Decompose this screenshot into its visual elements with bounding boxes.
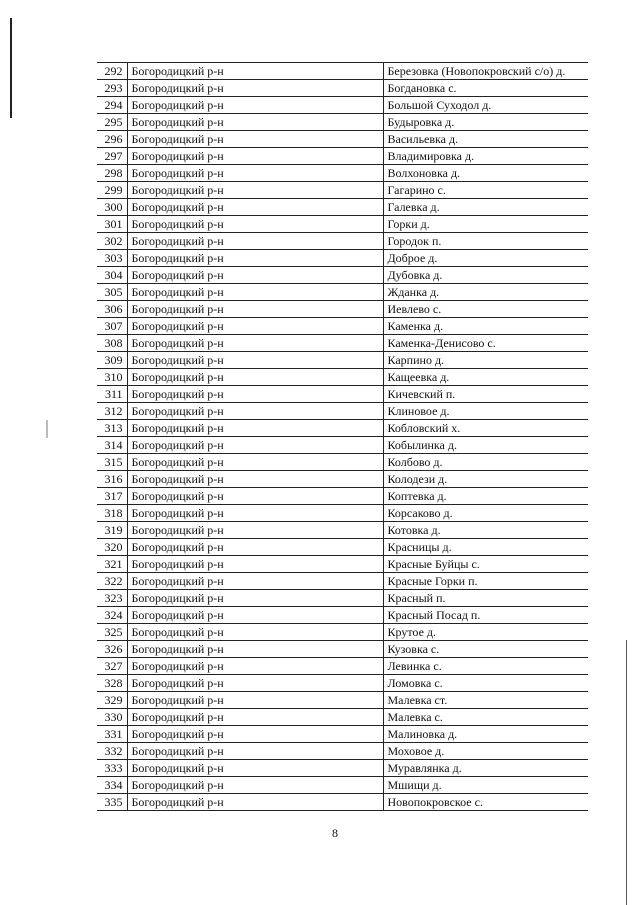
- table-row: [97, 726, 588, 743]
- row-number: 326: [97, 641, 127, 658]
- settlement-cell: Кобловский х.: [383, 420, 588, 437]
- table-row: [97, 352, 588, 369]
- settlement-cell: Красницы д.: [383, 539, 588, 556]
- row-number: 327: [97, 658, 127, 675]
- settlement-cell: Котовка д.: [383, 522, 588, 539]
- row-number: 322: [97, 573, 127, 590]
- table-row: [97, 420, 588, 437]
- district-cell: Богородицкий р-н: [127, 80, 383, 97]
- district-cell: Богородицкий р-н: [127, 216, 383, 233]
- district-cell: Богородицкий р-н: [127, 624, 383, 641]
- district-cell: Богородицкий р-н: [127, 386, 383, 403]
- row-number: 295: [97, 114, 127, 131]
- settlement-cell: Коптевка д.: [383, 488, 588, 505]
- row-number: 316: [97, 471, 127, 488]
- row-number: 299: [97, 182, 127, 199]
- table-row: [97, 760, 588, 777]
- settlement-cell: Мшищи д.: [383, 777, 588, 794]
- row-number: 310: [97, 369, 127, 386]
- table-row: [97, 539, 588, 556]
- row-number: 303: [97, 250, 127, 267]
- table-row: [97, 692, 588, 709]
- table-row: [97, 488, 588, 505]
- row-number: 300: [97, 199, 127, 216]
- table-row: [97, 284, 588, 301]
- district-cell: Богородицкий р-н: [127, 250, 383, 267]
- table-row: [97, 573, 588, 590]
- table-row: [97, 454, 588, 471]
- row-number: 309: [97, 352, 127, 369]
- row-number: 328: [97, 675, 127, 692]
- row-number: 306: [97, 301, 127, 318]
- table-row: [97, 165, 588, 182]
- district-cell: Богородицкий р-н: [127, 97, 383, 114]
- row-number: 315: [97, 454, 127, 471]
- settlement-cell: Красный п.: [383, 590, 588, 607]
- row-number: 333: [97, 760, 127, 777]
- row-number: 335: [97, 794, 127, 811]
- district-cell: Богородицкий р-н: [127, 709, 383, 726]
- district-cell: Богородицкий р-н: [127, 760, 383, 777]
- table-row: [97, 335, 588, 352]
- row-number: 302: [97, 233, 127, 250]
- row-number: 324: [97, 607, 127, 624]
- table-row: [97, 743, 588, 760]
- table-row: [97, 267, 588, 284]
- row-number: 305: [97, 284, 127, 301]
- settlement-cell: Большой Суходол д.: [383, 97, 588, 114]
- district-cell: Богородицкий р-н: [127, 556, 383, 573]
- settlement-cell: Моховое д.: [383, 743, 588, 760]
- district-cell: Богородицкий р-н: [127, 777, 383, 794]
- district-cell: Богородицкий р-н: [127, 403, 383, 420]
- row-number: 329: [97, 692, 127, 709]
- table-row: [97, 114, 588, 131]
- table-row: [97, 607, 588, 624]
- table-row: [97, 369, 588, 386]
- settlement-cell: Колодези д.: [383, 471, 588, 488]
- row-number: 317: [97, 488, 127, 505]
- table-row: [97, 148, 588, 165]
- district-cell: Богородицкий р-н: [127, 267, 383, 284]
- page-number: 8: [332, 826, 338, 840]
- district-cell: Богородицкий р-н: [127, 692, 383, 709]
- district-cell: Богородицкий р-н: [127, 63, 383, 80]
- table-row: [97, 709, 588, 726]
- district-cell: Богородицкий р-н: [127, 675, 383, 692]
- district-cell: Богородицкий р-н: [127, 539, 383, 556]
- district-cell: Богородицкий р-н: [127, 114, 383, 131]
- district-cell: Богородицкий р-н: [127, 420, 383, 437]
- district-cell: Богородицкий р-н: [127, 182, 383, 199]
- district-cell: Богородицкий р-н: [127, 743, 383, 760]
- row-number: 296: [97, 131, 127, 148]
- district-cell: Богородицкий р-н: [127, 233, 383, 250]
- district-cell: Богородицкий р-н: [127, 471, 383, 488]
- settlement-cell: Ломовка с.: [383, 675, 588, 692]
- district-cell: Богородицкий р-н: [127, 794, 383, 811]
- settlement-cell: Кобылинка д.: [383, 437, 588, 454]
- table-row: [97, 182, 588, 199]
- district-cell: Богородицкий р-н: [127, 199, 383, 216]
- row-number: 297: [97, 148, 127, 165]
- district-cell: Богородицкий р-н: [127, 301, 383, 318]
- table-row: [97, 522, 588, 539]
- row-number: 293: [97, 80, 127, 97]
- table-row: [97, 658, 588, 675]
- settlement-cell: Красные Буйцы с.: [383, 556, 588, 573]
- table-row: [97, 386, 588, 403]
- row-number: 308: [97, 335, 127, 352]
- district-cell: Богородицкий р-н: [127, 658, 383, 675]
- settlement-cell: Галевка д.: [383, 199, 588, 216]
- district-cell: Богородицкий р-н: [127, 318, 383, 335]
- table-row: [97, 624, 588, 641]
- settlement-cell: Жданка д.: [383, 284, 588, 301]
- row-number: 301: [97, 216, 127, 233]
- row-number: 298: [97, 165, 127, 182]
- settlements-table-body: [97, 63, 588, 811]
- settlement-cell: Красные Горки п.: [383, 573, 588, 590]
- table-row: [97, 641, 588, 658]
- district-cell: Богородицкий р-н: [127, 454, 383, 471]
- row-number: 323: [97, 590, 127, 607]
- row-number: 325: [97, 624, 127, 641]
- district-cell: Богородицкий р-н: [127, 488, 383, 505]
- row-number: 319: [97, 522, 127, 539]
- settlement-cell: Колбово д.: [383, 454, 588, 471]
- row-number: 331: [97, 726, 127, 743]
- row-number: 314: [97, 437, 127, 454]
- settlement-cell: Каменка д.: [383, 318, 588, 335]
- district-cell: Богородицкий р-н: [127, 641, 383, 658]
- table-row: [97, 437, 588, 454]
- row-number: 312: [97, 403, 127, 420]
- table-row: [97, 131, 588, 148]
- row-number: 320: [97, 539, 127, 556]
- row-number: 332: [97, 743, 127, 760]
- table-row: [97, 199, 588, 216]
- settlement-cell: Гагарино с.: [383, 182, 588, 199]
- settlement-cell: Кичевский п.: [383, 386, 588, 403]
- table-row: [97, 675, 588, 692]
- row-number: 304: [97, 267, 127, 284]
- settlement-cell: Кузовка с.: [383, 641, 588, 658]
- table-row: [97, 403, 588, 420]
- row-number: 334: [97, 777, 127, 794]
- settlements-table: [97, 62, 588, 811]
- settlement-cell: Дубовка д.: [383, 267, 588, 284]
- table-row: [97, 556, 588, 573]
- settlement-cell: Малевка с.: [383, 709, 588, 726]
- district-cell: Богородицкий р-н: [127, 369, 383, 386]
- district-cell: Богородицкий р-н: [127, 437, 383, 454]
- settlement-cell: Доброе д.: [383, 250, 588, 267]
- table-row: [97, 505, 588, 522]
- table-row: [97, 97, 588, 114]
- row-number: 318: [97, 505, 127, 522]
- table-row: [97, 471, 588, 488]
- district-cell: Богородицкий р-н: [127, 573, 383, 590]
- settlement-cell: Волхоновка д.: [383, 165, 588, 182]
- settlement-cell: Малиновка д.: [383, 726, 588, 743]
- table-row: [97, 301, 588, 318]
- table-row: [97, 80, 588, 97]
- district-cell: Богородицкий р-н: [127, 148, 383, 165]
- table-row: [97, 216, 588, 233]
- left-margin-mark: [10, 18, 12, 118]
- row-number: 294: [97, 97, 127, 114]
- district-cell: Богородицкий р-н: [127, 522, 383, 539]
- settlement-cell: Карпино д.: [383, 352, 588, 369]
- district-cell: Богородицкий р-н: [127, 131, 383, 148]
- page-edge-line: [626, 640, 627, 905]
- settlement-cell: Будыровка д.: [383, 114, 588, 131]
- table-row: [97, 318, 588, 335]
- district-cell: Богородицкий р-н: [127, 165, 383, 182]
- settlement-cell: Владимировка д.: [383, 148, 588, 165]
- row-number: 311: [97, 386, 127, 403]
- district-cell: Богородицкий р-н: [127, 335, 383, 352]
- scan-artifact: [46, 420, 48, 438]
- settlement-cell: Богдановка с.: [383, 80, 588, 97]
- settlement-cell: Новопокровское с.: [383, 794, 588, 811]
- table-row: [97, 233, 588, 250]
- settlement-cell: Левинка с.: [383, 658, 588, 675]
- settlement-cell: Васильевка д.: [383, 131, 588, 148]
- settlement-cell: Корсаково д.: [383, 505, 588, 522]
- district-cell: Богородицкий р-н: [127, 607, 383, 624]
- settlement-cell: Горки д.: [383, 216, 588, 233]
- district-cell: Богородицкий р-н: [127, 505, 383, 522]
- district-cell: Богородицкий р-н: [127, 284, 383, 301]
- row-number: 330: [97, 709, 127, 726]
- district-cell: Богородицкий р-н: [127, 590, 383, 607]
- district-cell: Богородицкий р-н: [127, 352, 383, 369]
- settlement-cell: Каменка-Денисово с.: [383, 335, 588, 352]
- table-row: [97, 250, 588, 267]
- settlement-cell: Крутое д.: [383, 624, 588, 641]
- row-number: 313: [97, 420, 127, 437]
- row-number: 307: [97, 318, 127, 335]
- row-number: 321: [97, 556, 127, 573]
- settlement-cell: Муравлянка д.: [383, 760, 588, 777]
- settlement-cell: Березовка (Новопокровский с/о) д.: [383, 63, 588, 80]
- settlement-cell: Красный Посад п.: [383, 607, 588, 624]
- table-row: [97, 794, 588, 811]
- row-number: 292: [97, 63, 127, 80]
- settlement-cell: Кащеевка д.: [383, 369, 588, 386]
- district-cell: Богородицкий р-н: [127, 726, 383, 743]
- settlement-cell: Городок п.: [383, 233, 588, 250]
- settlement-cell: Иевлево с.: [383, 301, 588, 318]
- table-row: [97, 63, 588, 80]
- table-row: [97, 590, 588, 607]
- settlement-cell: Клиновое д.: [383, 403, 588, 420]
- settlement-cell: Малевка ст.: [383, 692, 588, 709]
- table-row: [97, 777, 588, 794]
